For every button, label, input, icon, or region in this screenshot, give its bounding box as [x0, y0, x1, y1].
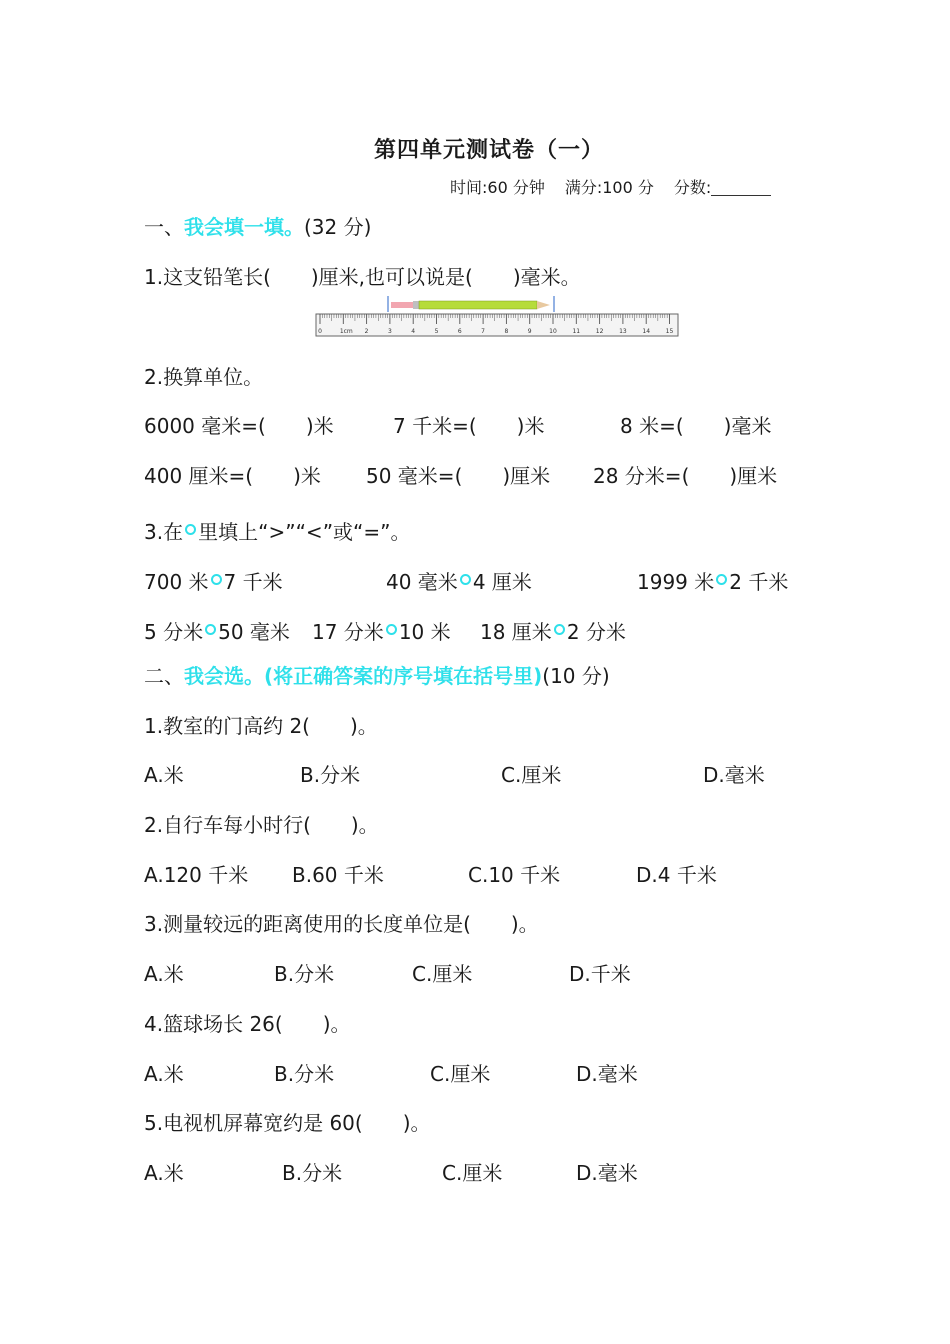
section-1-title: 我会填一填。	[184, 215, 304, 239]
compare-circle[interactable]	[205, 624, 216, 635]
option-b[interactable]: B.分米	[274, 1062, 335, 1086]
compare-item-2: 40 毫米 4 厘米	[386, 570, 532, 594]
section-1-heading	[144, 211, 371, 240]
ruler-label: 4	[411, 328, 416, 335]
option-c[interactable]: C.厘米	[442, 1161, 503, 1185]
pencil-eraser	[391, 302, 413, 308]
option-d[interactable]: D.毫米	[576, 1161, 638, 1185]
pencil-body	[419, 301, 537, 309]
question-1-3-suffix: 里填上“>”“<”或“=”。	[198, 520, 411, 544]
ruler-label: 10	[549, 328, 557, 335]
conversion-item-3: 8 米=( )毫米	[620, 414, 772, 438]
option-b[interactable]: B.分米	[274, 962, 335, 986]
option-c[interactable]: C.10 千米	[468, 863, 561, 887]
question-2-5: 5.电视机屏幕宽约是 60( )。	[144, 1111, 431, 1135]
ruler-label: 1cm	[339, 328, 353, 335]
ruler-label: 5	[434, 328, 439, 335]
pencil-tip	[537, 301, 550, 309]
conversion-item-5: 50 毫米=( )厘米	[366, 464, 551, 488]
compare-item-4: 5 分米 50 毫米	[144, 620, 290, 644]
ruler-label: 2	[364, 328, 369, 335]
option-d[interactable]: D.4 千米	[636, 863, 717, 887]
circle-icon	[185, 524, 196, 535]
option-b[interactable]: B.60 千米	[292, 863, 384, 887]
option-b[interactable]: B.分米	[300, 763, 361, 787]
compare-item-1: 700 米 7 千米	[144, 570, 283, 594]
ruler-label: 14	[642, 328, 651, 335]
conversion-item-4: 400 厘米=( )米	[144, 464, 321, 488]
ruler-label: 9	[527, 328, 532, 335]
question-1-3-prefix: 3.在	[144, 520, 184, 544]
score-label: 分数:	[673, 178, 712, 197]
option-d[interactable]: D.毫米	[703, 763, 765, 787]
ruler-label: 6	[457, 328, 462, 335]
ruler-label: 12	[595, 328, 604, 335]
section-2-title: 我会选。(将正确答案的序号填在括号里)	[184, 664, 543, 688]
option-c[interactable]: C.厘米	[430, 1062, 491, 1086]
ruler-label: 11	[572, 328, 581, 335]
ruler-label: 0	[318, 328, 322, 335]
option-c[interactable]: C.厘米	[412, 962, 473, 986]
ruler-label: 7	[481, 328, 486, 335]
conversion-item-1: 6000 毫米=( )米	[144, 414, 334, 438]
option-a[interactable]: A.米	[144, 1161, 184, 1185]
option-a[interactable]: A.米	[144, 763, 184, 787]
question-2-1: 1.教室的门高约 2( )。	[144, 714, 378, 738]
question-2-4: 4.篮球场长 26( )。	[144, 1012, 351, 1036]
compare-circle[interactable]	[211, 574, 222, 585]
option-a[interactable]: A.米	[144, 962, 184, 986]
ruler-label: 8	[504, 328, 509, 335]
conversion-item-2: 7 千米=( )米	[393, 414, 545, 438]
option-c[interactable]: C.厘米	[501, 763, 562, 787]
option-a[interactable]: A.米	[144, 1062, 184, 1086]
section-1-number: 一、	[144, 215, 184, 239]
compare-circle[interactable]	[554, 624, 565, 635]
pencil-ferrule	[413, 301, 419, 309]
conversion-item-6: 28 分米=( )厘米	[593, 464, 778, 488]
option-d[interactable]: D.千米	[569, 962, 631, 986]
compare-circle[interactable]	[460, 574, 471, 585]
option-d[interactable]: D.毫米	[576, 1062, 638, 1086]
compare-item-6: 18 厘米 2 分米	[480, 620, 626, 644]
compare-circle[interactable]	[716, 574, 727, 585]
full-score: 满分:100 分	[564, 178, 654, 197]
score-blank[interactable]	[711, 179, 771, 196]
section-2-points: (10 分)	[542, 664, 610, 688]
exam-meta	[450, 175, 771, 198]
ruler-figure	[314, 296, 680, 340]
time-limit: 时间:60 分钟	[450, 178, 545, 197]
ruler-label: 15	[665, 328, 674, 335]
ruler-label: 13	[619, 328, 627, 335]
question-1-2: 2.换算单位。	[144, 365, 264, 389]
ruler-label: 3	[387, 328, 392, 335]
section-2-number: 二、	[144, 664, 184, 688]
compare-circle[interactable]	[386, 624, 397, 635]
pencil	[388, 296, 554, 312]
option-b[interactable]: B.分米	[282, 1161, 343, 1185]
compare-item-5: 17 分米 10 米	[312, 620, 451, 644]
page-title: 第四单元测试卷（一）	[374, 137, 605, 163]
option-a[interactable]: A.120 千米	[144, 863, 249, 887]
question-1-1: 1.这支铅笔长( )厘米,也可以说是( )毫米。	[144, 265, 581, 289]
compare-item-3: 1999 米 2 千米	[637, 570, 789, 594]
section-1-points: (32 分)	[304, 215, 372, 239]
question-1-3	[144, 516, 411, 545]
section-2-heading	[144, 660, 610, 689]
question-2-2: 2.自行车每小时行( )。	[144, 813, 379, 837]
question-2-3: 3.测量较远的距离使用的长度单位是( )。	[144, 912, 539, 936]
